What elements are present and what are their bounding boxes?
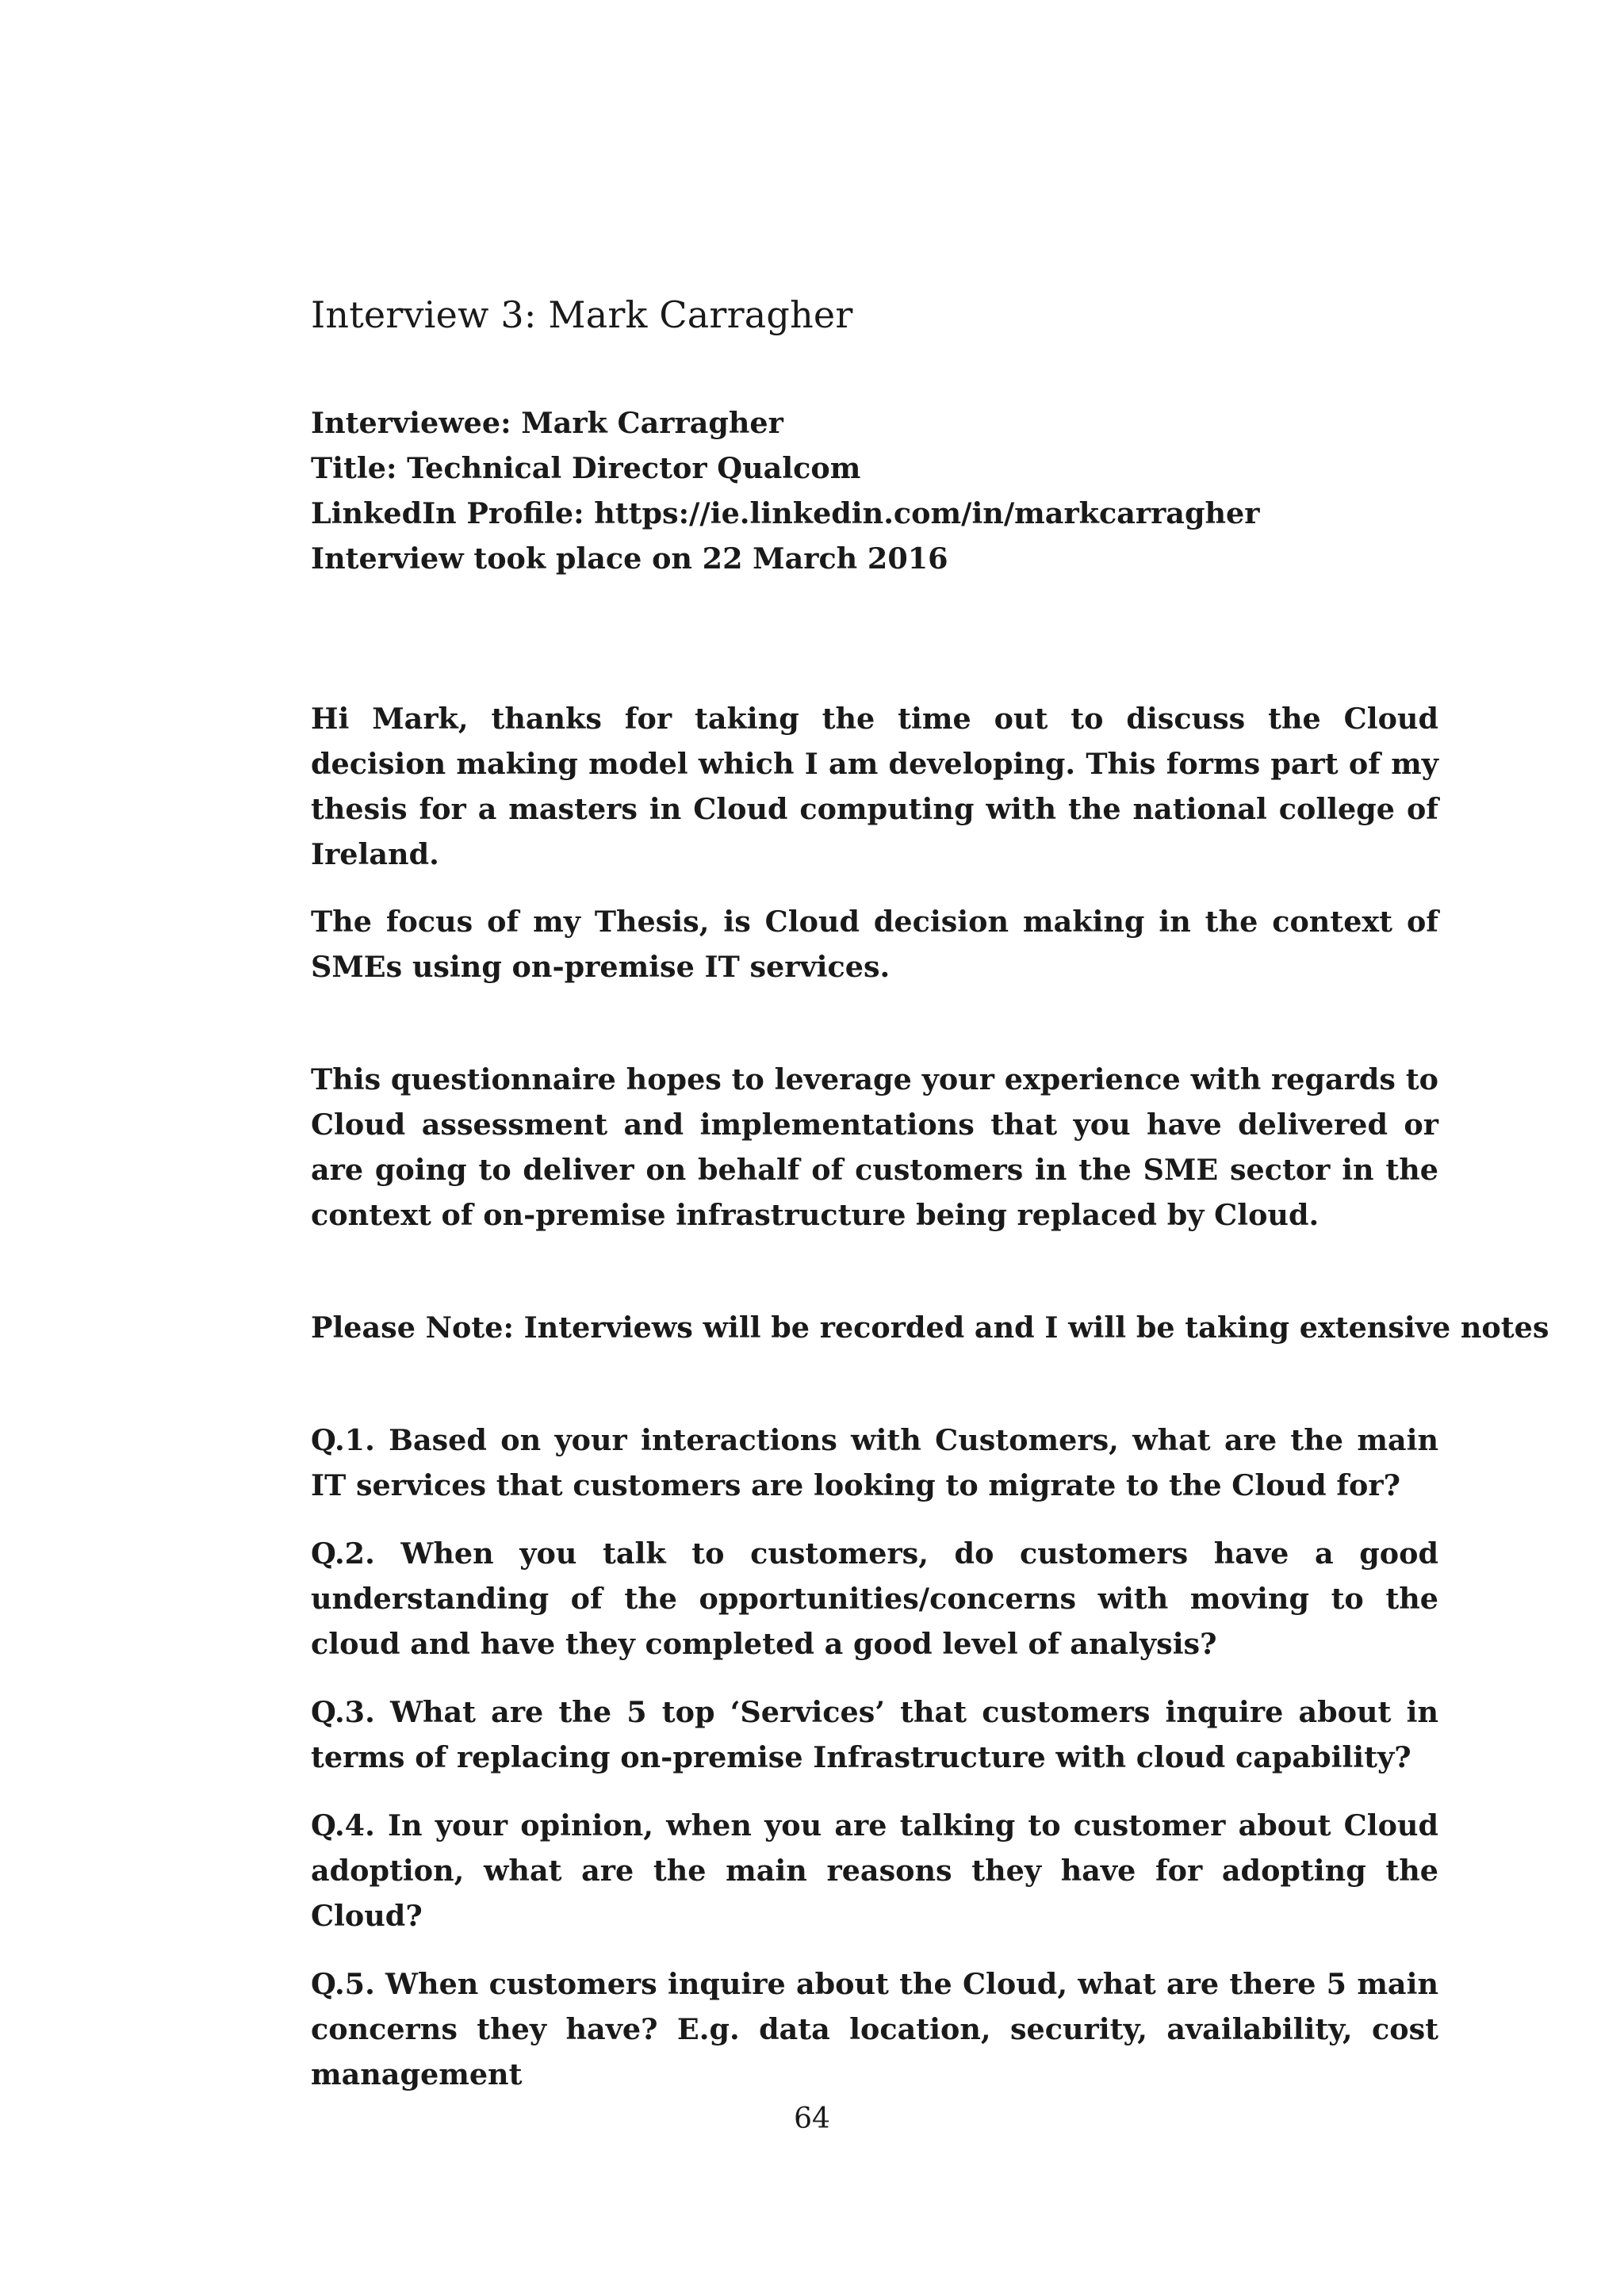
interview-metadata <box>311 400 1438 581</box>
job-title-line: Title: Technical Director Qualcom <box>311 451 861 485</box>
interviewee-line: Interviewee: Mark Carragher <box>311 406 783 440</box>
recording-note: Please Note: Interviews will be recorded and I will be taking extensive notes <box>311 1311 1549 1345</box>
questionnaire-paragraph: This questionnaire hopes to leverage your experience with regards to Cloud assessment and implementations that you have delivered or are going to deliver on behalf of customers in the SME sector in the context of on-premise infrastructure being replaced by Cloud. <box>311 1062 1438 1232</box>
question-4: Q.4. In your opinion, when you are talking to customer about Cloud adoption, what are the main reasons they have for adopting the Cloud? <box>311 1808 1438 1933</box>
page-number: 64 <box>794 2103 830 2135</box>
focus-paragraph: The focus of my Thesis, is Cloud decision making in the context of SMEs using on-premise IT services. <box>311 905 1438 984</box>
question-list <box>311 1418 1438 2120</box>
question-5: Q.5. When customers inquire about the Cloud, what are there 5 main concerns they have? E.g. data location, security, availability, cost management <box>311 1967 1438 2091</box>
question-2: Q.2. When you talk to customers, do customers have a good understanding of the opportunities/concerns with moving to the cloud and have they completed a good level of analysis? <box>311 1536 1438 1661</box>
question-3: Q.3. What are the 5 top ‘Services’ that customers inquire about in terms of replacing on-premise Infrastructure with cloud capability? <box>311 1695 1438 1774</box>
interview-date-line: Interview took place on 22 March 2016 <box>311 541 948 576</box>
linkedin-line: LinkedIn Profile: https://ie.linkedin.com/in/markcarragher <box>311 496 1260 530</box>
question-1: Q.1. Based on your interactions with Customers, what are the main IT services that customers are looking to migrate to the Cloud for? <box>311 1423 1438 1502</box>
page-title: Interview 3: Mark Carragher <box>311 293 853 336</box>
intro-paragraph: Hi Mark, thanks for taking the time out to discuss the Cloud decision making model which I am developing. This forms part of my thesis for a masters in Cloud computing with the national college of Ireland. <box>311 702 1438 871</box>
